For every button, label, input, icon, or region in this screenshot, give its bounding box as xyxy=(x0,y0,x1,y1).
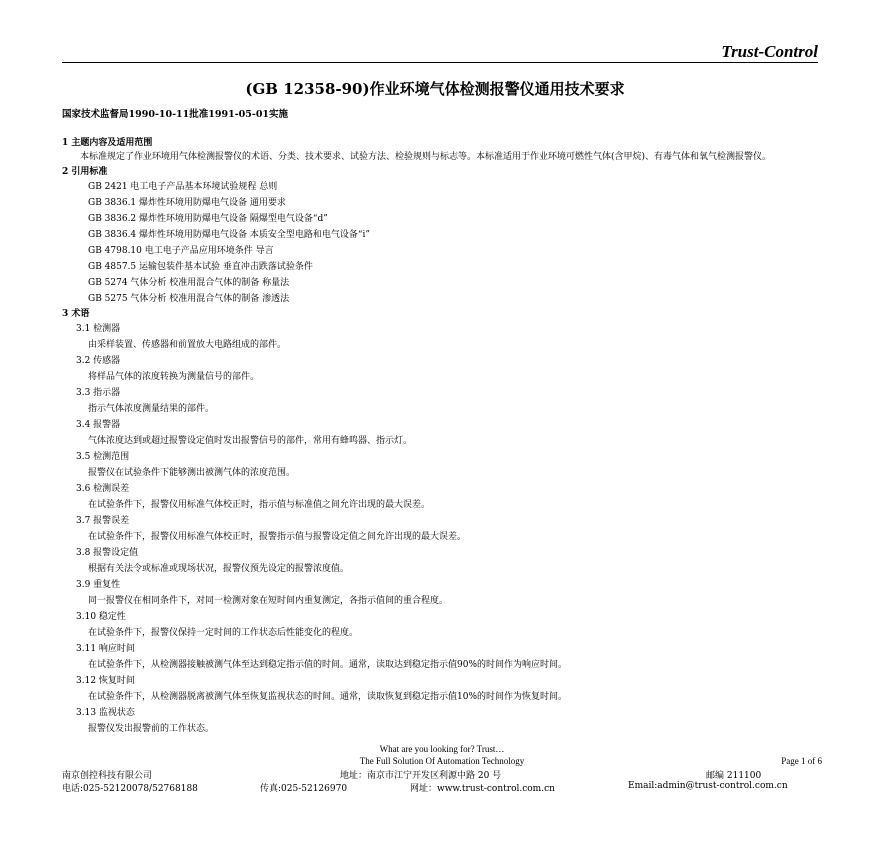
term-heading: 3.13 监视状态 xyxy=(76,708,135,718)
term-definition: 指示气体浓度测量结果的部件。 xyxy=(88,404,215,414)
page-number: Page 1 of 6 xyxy=(781,756,822,766)
issuer-line: 国家技术监督局1990-10-11批准1991-05-01实施 xyxy=(62,109,289,120)
header-rule xyxy=(62,62,818,63)
term-heading: 3.1 检测器 xyxy=(76,324,121,334)
footer-tagline: What are you looking for? Trust… xyxy=(379,744,505,754)
term-heading: 3.2 传感器 xyxy=(76,356,121,366)
section-1-heading: 1 主题内容及适用范围 xyxy=(62,138,153,148)
document-title: (GB 12358-90)作业环境气体检测报警仪通用技术要求 xyxy=(245,80,625,98)
section-1-body: 本标准规定了作业环境用气体检测报警仪的术语、分类、技术要求、试验方法、检验规则与标志等。本标准适用于作业环境可燃性气体(含甲烷)、有毒气体和氧气检测报警仪。 xyxy=(80,152,772,162)
company-name: 南京创控科技有限公司 xyxy=(62,771,153,781)
term-definition: 报警仪在试验条件下能够测出被测气体的浓度范围。 xyxy=(88,468,296,478)
reference-item: GB 2421 电工电子产品基本环境试验规程 总则 xyxy=(88,182,278,192)
term-definition: 在试验条件下，报警仪用标准气体校正时，指示值与标准值之间允许出现的最大误差。 xyxy=(88,500,431,510)
website: 网址：www.trust-control.com.cn xyxy=(410,784,555,794)
term-heading: 3.3 指示器 xyxy=(76,388,121,398)
section-3-heading: 3 术语 xyxy=(62,309,90,319)
term-heading: 3.8 报警设定值 xyxy=(76,548,139,558)
term-definition: 将样品气体的浓度转换为测量信号的部件。 xyxy=(88,372,260,382)
term-heading: 3.12 恢复时间 xyxy=(76,676,135,686)
document-body xyxy=(62,136,822,737)
postcode: 邮编 211100 xyxy=(706,771,762,781)
reference-list xyxy=(62,179,822,307)
term-heading: 3.4 报警器 xyxy=(76,420,121,430)
term-definition: 在试验条件下，报警仪用标准气体校正时，报警指示值与报警设定值之间允许出现的最大误差。 xyxy=(88,532,467,542)
term-heading: 3.11 响应时间 xyxy=(76,644,135,654)
term-definition: 根据有关法令或标准或现场状况，报警仪预先设定的报警浓度值。 xyxy=(88,564,350,574)
footer-slogan: The Full Solution Of Automation Technology xyxy=(359,756,525,766)
reference-item: GB 3836.1 爆炸性环境用防爆电气设备 通用要求 xyxy=(88,198,286,208)
phone: 电话:025-52120078/52768188 xyxy=(62,784,198,794)
term-heading: 3.5 检测范围 xyxy=(76,452,130,462)
term-definition: 由采样装置、传感器和前置放大电路组成的部件。 xyxy=(88,340,287,350)
term-definition: 同一报警仪在相同条件下，对同一检测对象在短时间内重复测定，各指示值间的重合程度。 xyxy=(88,596,449,606)
reference-item: GB 3836.4 爆炸性环境用防爆电气设备 本质安全型电路和电气设备“i” xyxy=(88,230,370,240)
term-heading: 3.7 报警误差 xyxy=(76,516,130,526)
term-definition: 气体浓度达到或超过报警设定值时发出报警信号的部件，常用有蜂鸣器、指示灯。 xyxy=(88,436,413,446)
section-2-heading: 2 引用标准 xyxy=(62,167,108,177)
fax: 传真:025-52126970 xyxy=(260,784,348,794)
reference-item: GB 3836.2 爆炸性环境用防爆电气设备 隔爆型电气设备“d” xyxy=(88,214,328,224)
term-heading: 3.10 稳定性 xyxy=(76,612,126,622)
terms-list xyxy=(62,321,822,737)
reference-item: GB 4857.5 运输包装件基本试验 垂直冲击跌落试验条件 xyxy=(88,262,313,272)
email: Email:admin@trust-control.com.cn xyxy=(628,781,788,791)
company-address: 地址：南京市江宁开发区利源中路 20 号 xyxy=(340,771,502,781)
term-definition: 在试验条件下，报警仪保持一定时间的工作状态后性能变化的程度。 xyxy=(88,628,359,638)
term-definition: 报警仪发出报警前的工作状态。 xyxy=(88,724,215,734)
brand-logo-text: Trust-Control xyxy=(721,42,818,61)
reference-item: GB 5275 气体分析 校准用混合气体的制备 渗透法 xyxy=(88,294,290,304)
term-definition: 在试验条件下，从检测器接触被测气体至达到稳定指示值的时间。通常，读取达到稳定指示值90%的时间作为响应时间。 xyxy=(88,660,568,670)
term-definition: 在试验条件下，从检测器脱离被测气体至恢复监视状态的时间。通常，读取恢复到稳定指示值10%的时间作为恢复时间。 xyxy=(88,692,568,702)
reference-item: GB 4798.10 电工电子产品应用环境条件 导言 xyxy=(88,246,274,256)
reference-item: GB 5274 气体分析 校准用混合气体的制备 称量法 xyxy=(88,278,290,288)
term-heading: 3.6 检测误差 xyxy=(76,484,130,494)
term-heading: 3.9 重复性 xyxy=(76,580,121,590)
